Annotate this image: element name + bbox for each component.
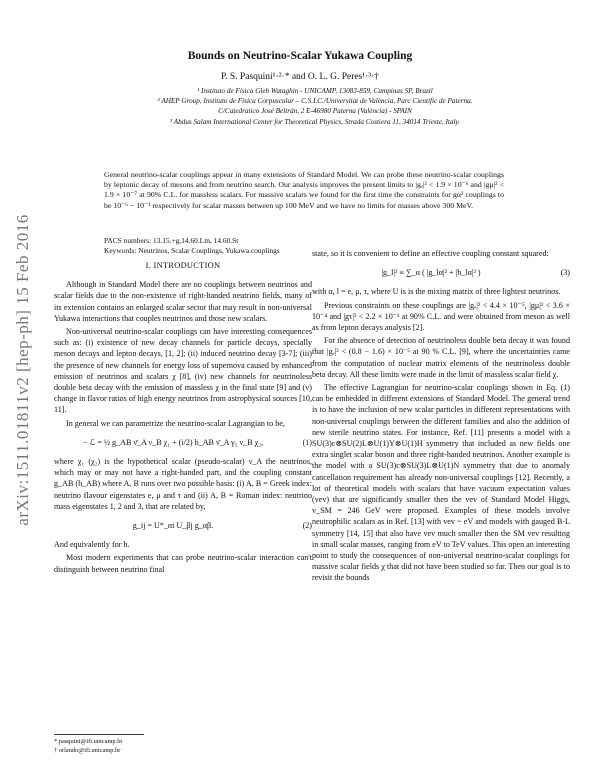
paragraph: Although in Standard Model there are no couplings between neutrinos and scalar fields due to the non-existence of right-handed neutrino fields, many of its extension contains an enlarged scalar sector that may result in non-universal Yukawa interactions that couples neutrinos and those new scalars. — [54, 280, 312, 323]
paragraph: And equivalently for h. — [54, 540, 130, 550]
affiliations — [70, 86, 560, 127]
arxiv-id-text: arXiv:1511.01811v2 [hep-ph] 15 Feb 2016 — [13, 214, 32, 526]
paragraph: where χ₁ (χ₂) is the hypothetical scalar (pseudo-scalar) ν_A the neutrinos, which may or may not have a right-handed part, and the coupling constant g_AB (h_AB) where A, B runs over two possible basis: (i) A, B = Greek index: neutrino flavour eigenstates e, μ and τ and (ii) A, B = Roman index: neutrino mass eigenstates 1, 2 and 3, that are related by, — [54, 457, 312, 511]
abstract: General neutrino-scalar couplings appear in many extensions of Standard Model. We can probe these neutrino-scalar couplings by leptonic decay of mesons and from neutrino search. Our analysis improves the present limits to |gₑ|² < 1.9 × 10⁻⁶ and |gμ|² < 1.9 × 10⁻⁷ at 90% C.L. for massless scalars. For massive scalars we found for the first time the constraints for gα² couplings to be 10⁻⁶ − 10⁻¹ respectively for scalar masses between up 100 MeV and we have no limits for masses above 300 MeV. — [104, 170, 504, 210]
footnote-1: * pasquini@ifi.unicamp.br — [54, 738, 123, 745]
equation-body: − ℒ = ½ g_AB ν̄_A ν_B χ₁ + (i/2) h_AB ν̄_A γ₅ ν_B χ₂, — [82, 437, 264, 447]
left-column — [54, 254, 312, 577]
pacs-numbers: PACS numbers: 13.15.+g,14.60.Lm, 14.60.St — [104, 236, 239, 245]
arxiv-identifier — [6, 160, 40, 580]
affiliation-2-address: C/Catedratico José Beltrán, 2 E-46980 Paterna (València) - SPAIN — [218, 107, 412, 116]
affiliation-3: ³ Abdus Salam International Center for Theoretical Physics, Strada Costiera 11, 34014 Trieste, Italy. — [169, 117, 461, 126]
paper-title: Bounds on Neutrino-Scalar Yukawa Coupling — [187, 50, 413, 62]
footnote-rule — [54, 734, 144, 735]
paragraph: Previous constraints on these couplings are |gₑ|² < 4.4 × 10⁻⁵, |gμ|² < 3.6 × 10⁻⁴ and |gτ|² < 2.2 × 10⁻¹ at 90% C.L. and were obtained from meson as well as from lepton decays analysis [2]. — [312, 300, 570, 333]
paper-authors: P. S. Pasquini¹·²·* and O. L. G. Peres¹·³·† — [220, 72, 380, 82]
paragraph: The effective Lagrangian for neutrino-scalar couplings shown in Eq. (1) can be embedded in different extensions of Standard Model. The general trend is to have the inclusion of new scalar particles in different representations with non-universal couplings between the different families and also the addition of new sterile neutrino states. For instance, Ref. [11] presents a model with a SU(3)c⊗SU(2)L⊗U(1)Y⊗U(1)H symmetry that included as new fields one extra singlet scalar boson and three right-handed neutrinos. Another example is the model with a SU(3)c⊗SU(3)L⊗U(1)N symmetry that due to anomaly cancellation requirement has already non-universal couplings [12]. Recently, a lot of theoretical models with scalars that have vacuum expectation values (vev) that are significantly smaller then the vev of Standard Model Higgs, v_SM = 246 GeV were proposed. Examples of these models involve neutrophilic scalars as in Ref. [13] with vev ~ eV and models with gauged B-L symmetry [14, 15] that also have vev much smaller then the SM vev resulting in small scalar masses, ranging from eV to TeV values. This open an interesting point to study the consequences of non-universal neutrino-scalar couplings for massive scalar fields χ that did not have been studied so far. Then our goal is to revisit the bounds — [312, 383, 571, 583]
paragraph: In general we can parametrize the neutrino-scalar Lagrangian to be, — [66, 418, 285, 428]
equation-body: g_ij = U*_αi U_βj g_αβ. — [132, 521, 214, 531]
equation-number: (1) — [302, 437, 312, 447]
paragraph: For the absence of detection of neutrinoless double beta decay it was found that |gₑ|² < (0.8 − 1.6) × 10⁻⁵ at 90 % C.L. [9], where the uncertainties came from the computation of nuclear matrix elements of the neutrinoless double beta decay. All these limits were made in the limit of massless scalar field χ. — [312, 336, 570, 379]
equation-2 — [54, 520, 312, 531]
equation-body: |g_l|² ≡ ∑_α ( |g_lα|² + |h_lα|² ) — [381, 268, 481, 278]
equation-3 — [312, 267, 570, 278]
paragraph: with α, l = e, μ, τ, where U is is the mixing matrix of three lightest neutrinos. — [312, 287, 561, 297]
footnotes — [54, 734, 312, 755]
right-column — [312, 248, 570, 586]
section-heading: I. INTRODUCTION — [145, 261, 221, 270]
affiliation-1: ¹ Instituto de Física Gleb Wataghin - UNICAMP, 13083-859, Campinas SP, Brazil — [197, 87, 433, 95]
footnote-2: † orlando@ifi.unicamp.br — [54, 746, 121, 754]
paragraph: Non-universal neutrino-scalar couplings can have interesting consequences such as: (i) existence of new decay channels for particle decays, specially meson decays and lepton decays, [1, 2]; (ii) induced neutrino decay [3-7]; (iii) the presence of new channels for energy loss of supernova caused by enhanced emission of neutrinos and scalars χ [8], (iv) new channels for neutrinoless double beta decay with the emission of massless χ in the final state [9] and (v) change in flavor ratios of high energy neutrinos from astrophysical sources [10, 11]. — [54, 327, 312, 415]
paragraph: state, so it is convenient to define an effective coupling constant squared: — [312, 249, 549, 258]
equation-number: (2) — [302, 521, 312, 531]
keywords: Keywords: Neutrinos, Scalar Couplings, Yukawa couplings — [104, 245, 280, 255]
equation-number: (3) — [560, 268, 570, 278]
paragraph: Most modern experiments that can probe neutrino-scalar interaction can't distinguish between neutrino final — [54, 553, 312, 574]
affiliation-2: ² AHEP Group, Instituto de Física Corpuscular – C.S.I.C./Universitat de València, Parc Cientific de Paterna. — [157, 97, 473, 106]
equation-1 — [54, 437, 312, 448]
